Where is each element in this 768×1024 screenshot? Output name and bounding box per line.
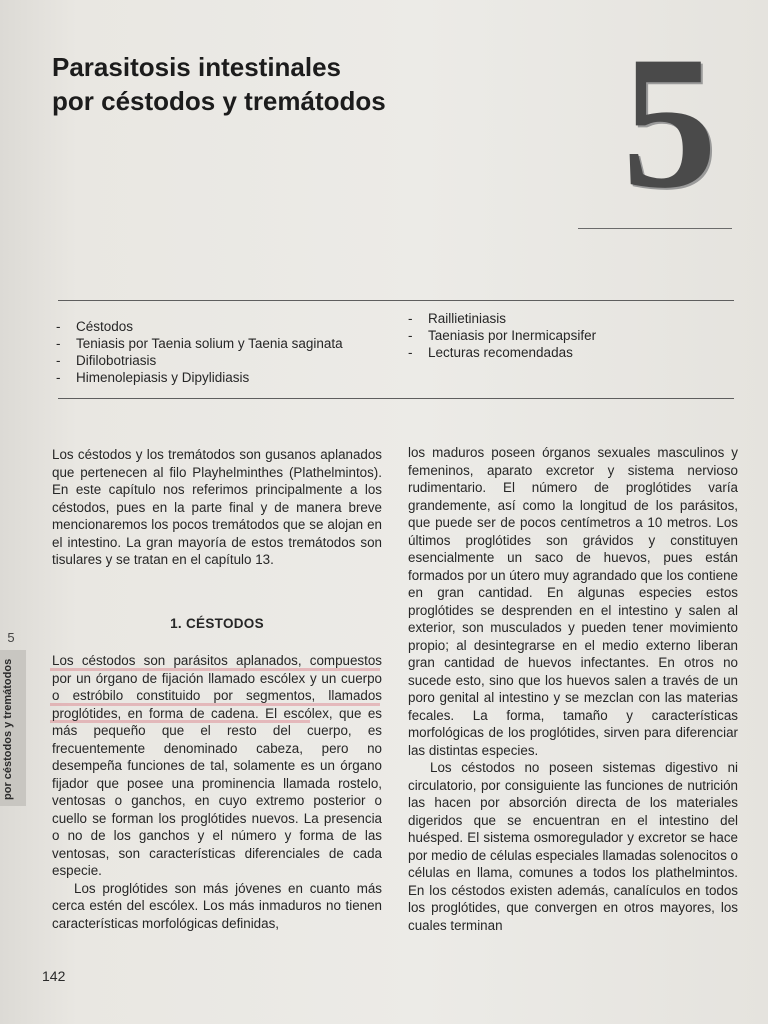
toc-item-difilobotriasis: - Difilobotriasis (56, 353, 157, 368)
side-tab-label: por céstodos y tremátodos (2, 658, 14, 800)
toc-top-rule (58, 300, 734, 301)
side-tab-number: 5 (7, 630, 15, 645)
chapter-title-line-2: por céstodos y tremátodos (52, 86, 386, 116)
toc-item-taeniasis-inermicapsifer: - Taeniasis por Inermicapsifer (408, 328, 597, 343)
chapter-title (52, 50, 522, 118)
body-paragraph: Los céstodos son parásitos aplanados, compuestos por un órgano de fijación llamado escólex y un cuerpo o estróbilo constituido por segmentos, llamados proglótides, en forma de cadena. El escólex, que es más pequeño que el resto del cuerpo, es frecuentemente denominado cabeza, pero no desempeña funciones de tal, solamente es un órgano fijador que posee una prominencia llamada rostelo, ventosas o ganchos, en cuyo extremo posterior o cuello se forman los proglótides nuevos. La presencia o no de los ganchos y el número y forma de las ventosas, son características diferenciales de cada especie. (52, 653, 382, 878)
right-column-body (408, 444, 738, 934)
toc-item-himenolepiasis: - Himenolepiasis y Dipylidiasis (56, 370, 250, 385)
chapter-title-line-1: Parasitosis intestinales (52, 52, 342, 82)
toc-right-list (408, 310, 728, 361)
body-paragraph: Los proglótides son más jóvenes en cuanto más cerca estén del escólex. Los más inmaduros no tienen características morfológicas definidas, (52, 880, 382, 931)
chapter-number: 5 (622, 18, 717, 228)
toc-left-list (56, 318, 406, 386)
intro-paragraph-block (52, 446, 382, 569)
toc-item-cestodos: - Céstodos (56, 319, 134, 334)
toc-item-teniasis: - Teniasis por Taenia solium y Taenia saginata (56, 336, 343, 351)
toc-item-raillietiniasis: - Raillietiniasis (408, 311, 507, 326)
toc-bottom-rule (58, 398, 734, 399)
toc-item-lecturas: - Lecturas recomendadas (408, 345, 573, 360)
page-number: 142 (42, 968, 66, 984)
body-paragraph: los maduros poseen órganos sexuales masculinos y femeninos, aparato excretor y sistema nervioso rudimentario. El número de proglótides varía grandemente, así como la longitud de los parásitos, que puede ser de pocos centímetros a 10 metros. Los últimos proglótides son grávidos y constituyen esencialmente un saco de huevos, pues están formados por un útero muy agrandado que los contiene en gran cantidad. En algunas especies estos proglótides se desprenden en el intestino y salen al exterior, son musculados y pueden tener movimiento propio; al desintegrarse en el medio externo liberan gran cantidad de huevos infectantes. En otros no sucede esto, sino que los huevos salen a través de un poro genital al intestino y se mezclan con las materias fecales. La forma, tamaño y características morfológicas de los proglótides, sirven para diferenciar las distintas especies. (408, 445, 738, 758)
section-heading: 1. CÉSTODOS (170, 616, 264, 631)
body-paragraph: Los céstodos no poseen sistemas digestivo ni circulatorio, por consiguiente las funciones de nutrición las hacen por absorción directa de los materiales digeridos que se encuentran en el intestino del huésped. El sistema osmoregulador y excretor se hace por medio de células especiales llamadas solenocitos o células en llama, comunes a todos los plathelmintos. En los céstodos existen además, canalículos en todos los proglótides, que convergen en otros mayores, los cuales terminan (408, 760, 738, 933)
intro-paragraph: Los céstodos y los tremátodos son gusanos aplanados que pertenecen al filo Playhelminthes (Plathelmintos). En este capítulo nos referimos principalmente a los céstodos, pues en la parte final y de manera breve mencionaremos los pocos tremátodos que se alojan en el intestino. La gran mayoría de estos tremátodos son tisulares y se tratan en el capítulo 13. (52, 447, 382, 567)
chapter-number-underline (578, 228, 732, 229)
left-column-body (52, 652, 382, 932)
